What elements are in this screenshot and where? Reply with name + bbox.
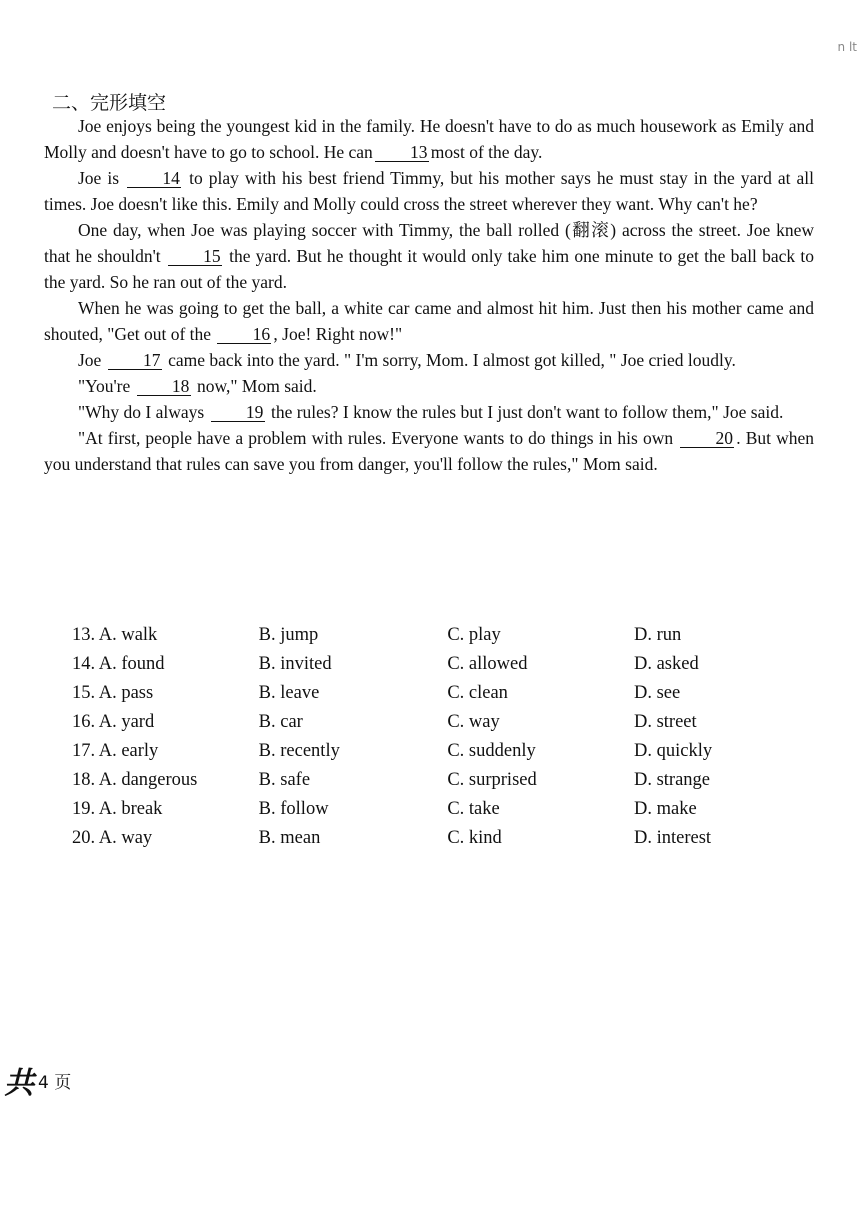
option-c: C. suddenly [447, 741, 536, 761]
blank-14: 14 [127, 169, 181, 188]
option-d: D. interest [633, 828, 712, 848]
option-row-13 [72, 621, 792, 650]
option-row-18 [72, 766, 792, 795]
passage-paragraph: "You're 18 now," Mom said. [78, 376, 317, 396]
passage-paragraph: Joe 17 came back into the yard. " I'm sorry, Mom. I almost got killed, " Joe cried loudly. [78, 350, 736, 370]
passage-paragraph: "Why do I always 19 the rules? I know the rules but I just don't want to follow them," Joe said. [78, 402, 784, 422]
option-c: C. kind [447, 828, 502, 848]
option-d: D. quickly [633, 741, 713, 761]
option-a: 16. A. yard [72, 712, 155, 732]
option-a: 20. A. way [72, 828, 153, 848]
option-c: C. clean [447, 683, 508, 703]
option-row-14 [72, 650, 792, 679]
blank-18: 18 [137, 377, 191, 396]
blank-19: 19 [211, 403, 265, 422]
passage-paragraph: "At first, people have a problem with rules. Everyone wants to do things in his own 20 . But when you understand that rules can save you from danger, you'll follow the rules," Mom said. [44, 428, 815, 474]
option-b: B. car [258, 712, 303, 732]
passage-paragraph: Joe is 14 to play with his best friend Timmy, but his mother says he must stay in the yard at all times. Joe doesn't like this. Emily and Molly could cross the street wherever they want. Why can't he? [44, 168, 815, 214]
passage-paragraph: One day, when Joe was playing soccer with Timmy, the ball rolled (翻滚) across the street. Joe knew that he shouldn't 15 the yard. But he thought it would only take him one minute to get the ball back to the yard. So he ran out of the yard. [44, 220, 814, 292]
option-a: 14. A. found [72, 654, 165, 674]
corner-mark: n lt [837, 40, 857, 54]
option-a: 17. A. early [72, 741, 159, 761]
passage-paragraph: Joe enjoys being the youngest kid in the family. He doesn't have to do as much housework as Emily and Molly and doesn't have to go to school. He can 13 most of the day. [44, 116, 814, 162]
blank-16: 16 [217, 325, 271, 344]
option-d: D. run [633, 625, 682, 645]
option-a: 19. A. break [72, 799, 163, 819]
option-b: B. recently [258, 741, 340, 761]
page-footer [4, 1058, 71, 1102]
option-c: C. way [447, 712, 500, 732]
blank-15: 15 [168, 247, 222, 266]
option-b: B. invited [258, 654, 332, 674]
passage-paragraph: When he was going to get the ball, a white car came and almost hit him. Just then his mother came and shouted, "Get out of the 16 , Joe! Right now!" [44, 298, 814, 344]
page-count: 4 页 [38, 1072, 72, 1093]
option-d: D. see [633, 683, 681, 703]
option-a: 18. A. dangerous [72, 770, 198, 790]
section-title: 二、完形填空 [52, 92, 167, 114]
option-row-17 [72, 737, 792, 766]
option-b: B. safe [258, 770, 311, 790]
option-d: D. asked [633, 654, 699, 674]
option-b: B. leave [258, 683, 320, 703]
option-row-16 [72, 708, 792, 737]
option-c: C. take [447, 799, 500, 819]
option-c: C. play [447, 625, 501, 645]
option-b: B. follow [258, 799, 329, 819]
answer-options [72, 621, 792, 853]
option-d: D. make [633, 799, 697, 819]
blank-13: 13 [375, 143, 429, 162]
option-a: 13. A. walk [72, 625, 158, 645]
option-a: 15. A. pass [72, 683, 154, 703]
option-c: C. allowed [447, 654, 528, 674]
option-d: D. strange [633, 770, 711, 790]
option-row-15 [72, 679, 792, 708]
option-c: C. surprised [447, 770, 537, 790]
blank-20: 20 [680, 429, 734, 448]
option-d: D. street [633, 712, 697, 732]
blank-17: 17 [108, 351, 162, 370]
cloze-passage [44, 113, 814, 477]
option-row-19 [72, 795, 792, 824]
option-row-20 [72, 824, 792, 853]
gong-character: 共 [4, 1066, 34, 1101]
option-b: B. mean [258, 828, 321, 848]
option-b: B. jump [258, 625, 319, 645]
